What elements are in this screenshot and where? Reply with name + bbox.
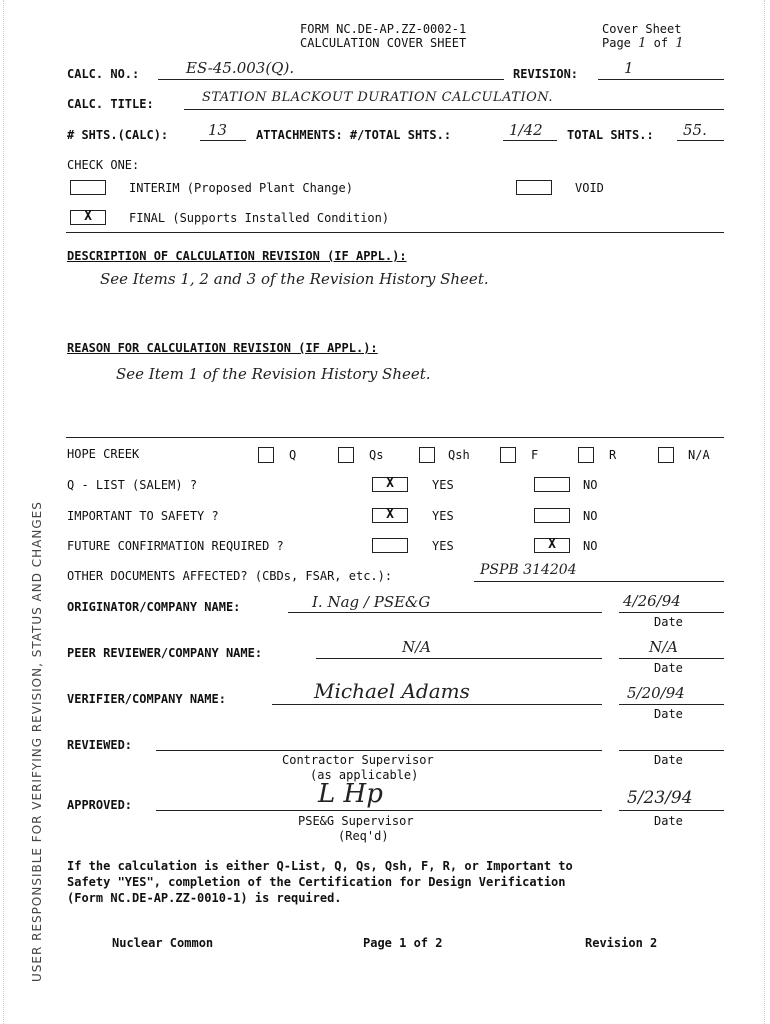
- final-label: FINAL (Supports Installed Condition): [129, 211, 390, 225]
- reviewed-label: REVIEWED:: [67, 738, 133, 752]
- interim-checkbox[interactable]: [70, 180, 106, 195]
- sheets-label: # SHTS.(CALC):: [67, 128, 169, 142]
- page-label: Page: [602, 36, 631, 50]
- originator-value: I. Nag / PSE&G: [312, 593, 431, 611]
- page-of-label: of: [653, 36, 669, 50]
- footer-revision: Revision 2: [585, 936, 658, 950]
- reviewed-field[interactable]: [156, 731, 602, 751]
- approved-date-value: 5/23/94: [627, 788, 693, 808]
- verifier-signature: Michael Adams: [314, 679, 470, 703]
- future-confirmation-no-label: NO: [583, 539, 598, 553]
- hope-creek-q-checkbox[interactable]: [258, 447, 274, 463]
- void-checkbox[interactable]: [516, 180, 552, 195]
- sheets-value: 13: [208, 121, 228, 139]
- attachments-field[interactable]: [503, 121, 557, 141]
- approved-sub-label: PSE&G Supervisor: [298, 814, 414, 828]
- approved-date-label: Date: [654, 814, 683, 828]
- hope-creek-f-checkbox[interactable]: [500, 447, 516, 463]
- notice-line: If the calculation is either Q-List, Q, Qs, Qsh, F, R, or Important to: [67, 859, 573, 873]
- page-total: 1: [675, 36, 684, 51]
- interim-label: INTERIM (Proposed Plant Change): [129, 181, 353, 195]
- hope-creek-r-checkbox[interactable]: [578, 447, 594, 463]
- description-text: See Items 1, 2 and 3 of the Revision History Sheet.: [100, 270, 489, 288]
- total-sheets-value: 55.: [683, 121, 707, 139]
- hope-creek-qsh-label: Qsh: [448, 448, 470, 462]
- page-indicator: [602, 36, 684, 51]
- q-list-yes-label: YES: [432, 478, 454, 492]
- originator-field[interactable]: [288, 593, 602, 613]
- calc-no-value: ES-45.003(Q).: [186, 59, 295, 77]
- divider: [66, 437, 724, 438]
- cover-sheet-label: Cover Sheet: [602, 22, 682, 36]
- calc-title-value: STATION BLACKOUT DURATION CALCULATION.: [202, 90, 553, 105]
- final-checkbox[interactable]: X: [70, 210, 106, 225]
- q-list-no-checkbox[interactable]: [534, 477, 570, 492]
- future-confirmation-no-checkbox[interactable]: X: [534, 538, 570, 553]
- approved-signature: L Hp: [318, 779, 383, 809]
- important-to-safety-yes-checkbox[interactable]: X: [372, 508, 408, 523]
- hope-creek-qsh-checkbox[interactable]: [419, 447, 435, 463]
- important-to-safety-no-label: NO: [583, 509, 598, 523]
- other-docs-label: OTHER DOCUMENTS AFFECTED? (CBDs, FSAR, etc.):: [67, 569, 393, 583]
- form-number: FORM NC.DE-AP.ZZ-0002-1: [300, 22, 467, 36]
- divider: [66, 232, 724, 233]
- reason-text: See Item 1 of the Revision History Sheet.: [116, 365, 431, 383]
- reviewed-sub-label: Contractor Supervisor: [282, 753, 434, 767]
- hope-creek-q-label: Q: [289, 448, 297, 462]
- q-list-label: Q - LIST (SALEM) ?: [67, 478, 198, 492]
- revision-field[interactable]: [598, 60, 724, 80]
- originator-date-field[interactable]: [619, 593, 724, 613]
- important-to-safety-label: IMPORTANT TO SAFETY ?: [67, 509, 219, 523]
- void-label: VOID: [575, 181, 604, 195]
- reviewed-sub-label-2: (as applicable): [310, 768, 419, 782]
- reviewed-date-field[interactable]: [619, 731, 724, 751]
- hope-creek-label: HOPE CREEK: [67, 447, 140, 461]
- footer-page: Page 1 of 2: [363, 936, 443, 950]
- calc-title-label: CALC. TITLE:: [67, 97, 154, 111]
- total-sheets-label: TOTAL SHTS.:: [567, 128, 654, 142]
- peer-reviewer-date-label: Date: [654, 661, 683, 675]
- revision-value: 1: [624, 59, 634, 77]
- sheets-field[interactable]: [200, 121, 246, 141]
- originator-date-label: Date: [654, 615, 683, 629]
- peer-reviewer-date-value: N/A: [649, 638, 679, 656]
- attachments-label: ATTACHMENTS: #/TOTAL SHTS.:: [256, 128, 452, 142]
- peer-reviewer-label: PEER REVIEWER/COMPANY NAME:: [67, 646, 263, 660]
- verifier-date-label: Date: [654, 707, 683, 721]
- hope-creek-qs-checkbox[interactable]: [338, 447, 354, 463]
- attachments-value: 1/42: [509, 121, 543, 139]
- notice-line: (Form NC.DE-AP.ZZ-0010-1) is required.: [67, 891, 342, 905]
- future-confirmation-yes-checkbox[interactable]: [372, 538, 408, 553]
- footer-left: Nuclear Common: [112, 936, 214, 950]
- side-note: USER RESPONSIBLE FOR VERIFYING REVISION, STATUS AND CHANGES: [30, 501, 44, 982]
- approved-field[interactable]: [156, 779, 602, 811]
- peer-reviewer-date-field[interactable]: [619, 639, 724, 659]
- hope-creek-r-label: R: [609, 448, 617, 462]
- peer-reviewer-field[interactable]: [316, 639, 602, 659]
- other-docs-value: PSPB 314204: [480, 562, 577, 578]
- reason-label: REASON FOR CALCULATION REVISION (IF APPL.):: [67, 341, 378, 355]
- hope-creek-na-checkbox[interactable]: [658, 447, 674, 463]
- verifier-date-value: 5/20/94: [627, 684, 685, 702]
- calc-no-label: CALC. NO.:: [67, 67, 140, 81]
- total-sheets-field[interactable]: [677, 121, 724, 141]
- important-to-safety-yes-label: YES: [432, 509, 454, 523]
- revision-label: REVISION:: [513, 67, 579, 81]
- approved-date-field[interactable]: [619, 788, 724, 811]
- reviewed-date-label: Date: [654, 753, 683, 767]
- page-edge: [764, 0, 765, 1024]
- page-edge: [3, 0, 4, 1024]
- future-confirmation-yes-label: YES: [432, 539, 454, 553]
- calc-title-field[interactable]: [184, 90, 724, 110]
- q-list-no-label: NO: [583, 478, 598, 492]
- hope-creek-qs-label: Qs: [369, 448, 384, 462]
- form-title: CALCULATION COVER SHEET: [300, 36, 467, 50]
- other-docs-field[interactable]: [474, 562, 724, 582]
- approved-label: APPROVED:: [67, 798, 133, 812]
- future-confirmation-label: FUTURE CONFIRMATION REQUIRED ?: [67, 539, 284, 553]
- page-number: 1: [638, 36, 647, 51]
- hope-creek-f-label: F: [531, 448, 539, 462]
- verifier-label: VERIFIER/COMPANY NAME:: [67, 692, 226, 706]
- peer-reviewer-value: N/A: [402, 638, 432, 656]
- originator-label: ORIGINATOR/COMPANY NAME:: [67, 600, 241, 614]
- hope-creek-na-label: N/A: [688, 448, 710, 462]
- q-list-yes-checkbox[interactable]: X: [372, 477, 408, 492]
- description-label: DESCRIPTION OF CALCULATION REVISION (IF APPL.):: [67, 249, 407, 263]
- originator-date-value: 4/26/94: [623, 592, 681, 610]
- calc-no-field[interactable]: [158, 60, 504, 80]
- approved-sub-label-2: (Req'd): [338, 829, 389, 843]
- verifier-field[interactable]: [272, 679, 602, 705]
- notice-line: Safety "YES", completion of the Certification for Design Verification: [67, 875, 566, 889]
- important-to-safety-no-checkbox[interactable]: [534, 508, 570, 523]
- check-one-label: CHECK ONE:: [67, 158, 140, 172]
- verifier-date-field[interactable]: [619, 685, 724, 705]
